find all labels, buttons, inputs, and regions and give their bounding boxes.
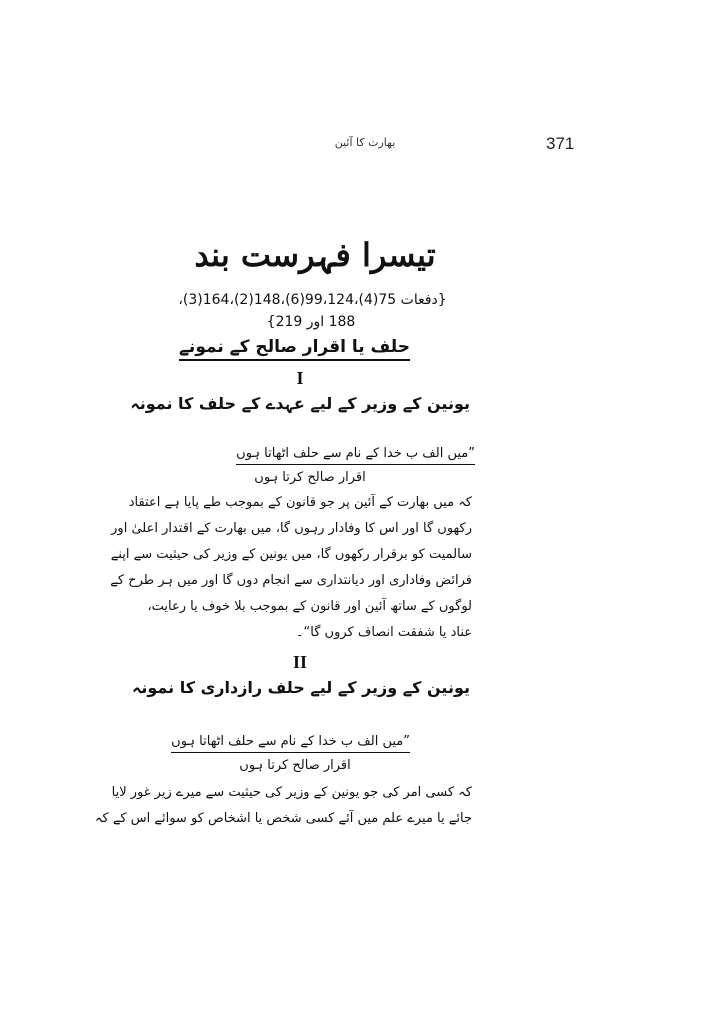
form-2-oath-opening xyxy=(171,734,410,749)
schedule-title: تیسرا فہرست بند xyxy=(194,236,436,274)
form-1-body-line: عناد یا شفقت انصاف کروں گا“۔ xyxy=(295,625,472,640)
form-1-oath-opening xyxy=(200,446,475,461)
form-1-body-line: لوگوں کے ساتھ آئین اور قانون کے بموجب بلا خوف یا رعایت، xyxy=(147,599,472,614)
form-2-heading: یونین کے وزیر کے لیے حلف رازداری کا نمونہ xyxy=(132,678,470,697)
page-number: 371 xyxy=(546,134,575,153)
forms-heading xyxy=(178,336,410,357)
form-1-body-line: سالمیت کو برقرار رکھوں گا، میں یونین کے وزیر کی حیثیت سے اپنے xyxy=(110,547,472,562)
articles-reference-line-2: 188 اور 219} xyxy=(266,314,356,330)
form-1-numeral: I xyxy=(296,368,304,388)
form-1-oath-alternative: اقرار صالح کرتا ہوں xyxy=(254,470,366,485)
form-2-oath-opening-text: ”میں الف ب خدا کے نام سے حلف اٹھاتا ہوں xyxy=(171,734,410,753)
form-1-body-line: فرائض وفاداری اور دیانتداری سے انجام دوں گا اور میں ہر طرح کے xyxy=(110,573,472,588)
form-1-body-line: کہ میں بھارت کے آئین پر جو قانون کے بموجب طے پایا ہے اعتقاد xyxy=(128,495,472,510)
articles-reference-line-1: {دفعات 75(4)،99،124(6)،148(2)،164(3)، xyxy=(178,292,447,308)
forms-heading-text: حلف یا اقرار صالح کے نمونے xyxy=(179,337,410,361)
form-1-heading: یونین کے وزیر کے لیے عہدے کے حلف کا نمونہ xyxy=(130,394,470,413)
form-2-body-line: جائے یا میرے علم میں آئے کسی شخص یا اشخاص کو سوائے اس کے کہ xyxy=(94,811,472,826)
form-2-body-line: کہ کسی امر کی جو یونین کے وزیر کی حیثیت سے میرے زیر غور لایا xyxy=(111,785,472,800)
running-title: بھارت کا آئین xyxy=(334,136,396,149)
form-1-body-line: رکھوں گا اور اس کا وفادار رہوں گا، میں بھارت کے اقتدار اعلیٰ اور xyxy=(111,521,472,536)
form-2-numeral: II xyxy=(292,652,307,672)
form-1-oath-opening-text: ”میں الف ب خدا کے نام سے حلف اٹھاتا ہوں xyxy=(236,446,475,465)
form-2-oath-alternative: اقرار صالح کرتا ہوں xyxy=(239,758,351,773)
